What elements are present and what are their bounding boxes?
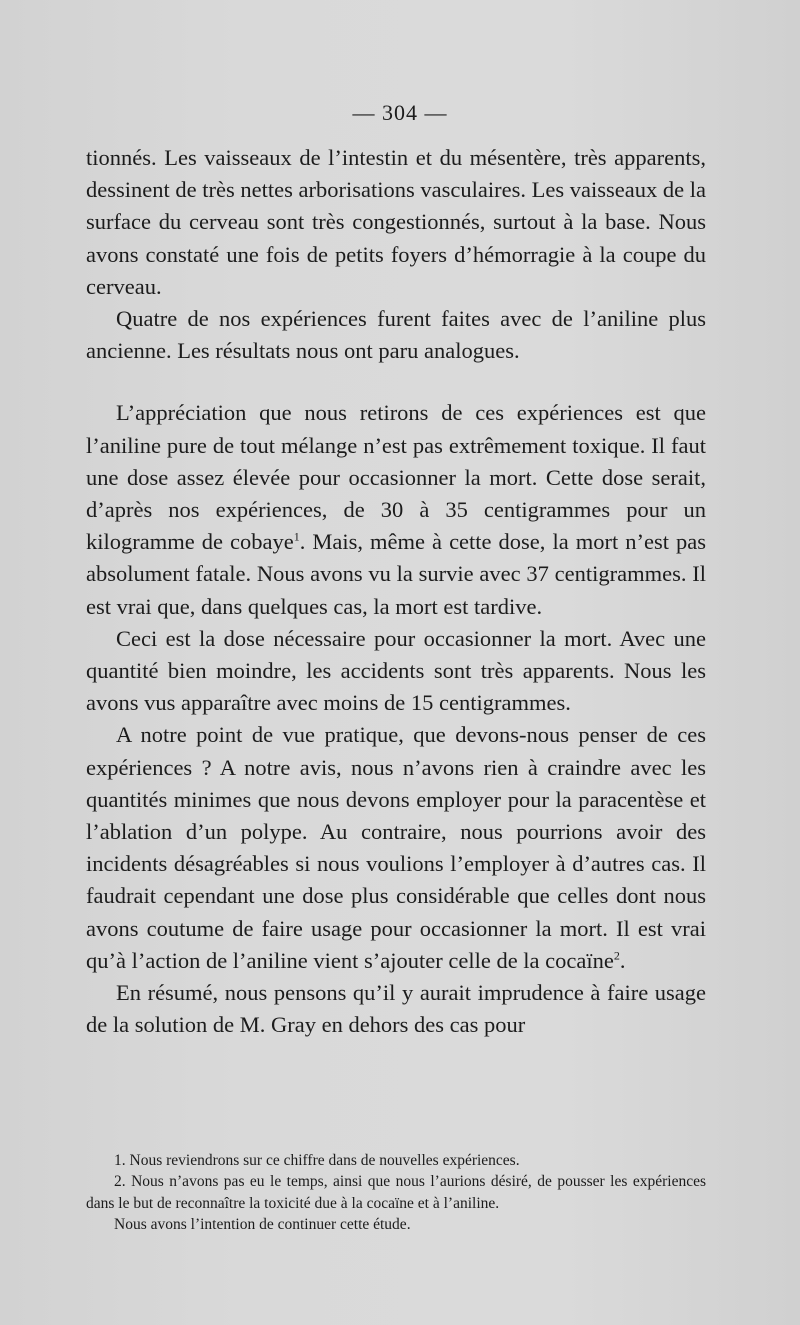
- page-number: — 304 —: [352, 100, 448, 125]
- paragraph-2: Quatre de nos expériences furent faites avec de l’aniline plus ancienne. Les résultats nous ont paru analogues.: [86, 306, 706, 364]
- paragraph-3-cont: Mais, même à cette dose, la mort n’est pas absolument fatale. Nous avons vu la survie avec 37 centigrammes. Il est vrai que, dans quelques cas, la mort est tardive.: [86, 529, 706, 619]
- footnotes: [86, 1150, 706, 1236]
- footnote-ref-1: 1: [293, 529, 300, 544]
- paragraph-5: A notre point de vue pratique, que devons-nous penser de ces expériences ? A notre avis, nous n’avons rien à craindre avec les quantités minimes que nous devons employer pour la paracentèse et l’ablation d’un polype. Au contraire, nous pourrions avoir des incidents désagréables si nous voulions l’employer à d’autres cas. Il faudrait cependant une dose plus considérable que celles dont nous avons coutume de faire usage pour occasionner la mort. Il est vrai qu’à l’action de l’aniline vient s’ajouter celle de la cocaïne$^2$.: [86, 722, 706, 973]
- footnote-ref-2: 2: [613, 948, 620, 963]
- footnote-1: 1. Nous reviendrons sur ce chiffre dans de nouvelles expériences.: [114, 1152, 520, 1169]
- main-text: [86, 142, 706, 1041]
- paragraph-3: L’appréciation que nous retirons de ces expériences est que l’aniline pure de tout mélange n’est pas extrêmement toxique. Il faut une dose assez élevée pour occasionner la mort. Cette dose serait, d’après nos expériences, de 30 à 35 centigrammes pour un kilogramme de cobaye$^1$. Mais, même à cette dose, la mort n’est pas absolument fatale. Nous avons vu la survie avec 37 centigrammes. Il est vrai que, dans quelques cas, la mort est tardive.: [86, 400, 706, 619]
- footnote-2: 2. Nous n’avons pas eu le temps, ainsi que nous l’aurions désiré, de pousser les expériences dans le but de reconnaître la toxicité due à la cocaïne et à l’aniline.: [86, 1173, 706, 1212]
- footnote-2-cont: Nous avons l’intention de continuer cette étude.: [114, 1216, 411, 1234]
- paragraph-3-text: L’appréciation que nous retirons de ces expériences est que l’aniline pure de tout mélange n’est pas extrêmement toxique. Il faut une dose assez élevée pour occasionner la mort. Cette dose serait, d’après nos expériences, de 30 à 35 centigrammes pour un kilogramme de cobaye: [86, 400, 706, 555]
- paragraph-5-text: A notre point de vue pratique, que devons-nous penser de ces expériences ? A notre avis, nous n’avons rien à craindre avec les quantités minimes que nous devons employer pour la paracentèse et l’ablation d’un polype. Au contraire, nous pourrions avoir des incidents désagréables si nous voulions l’employer à d’autres cas. Il faudrait cependant une dose plus considérable que celles dont nous avons coutume de faire usage pour occasionner la mort. Il est vrai qu’à l’action de l’aniline vient s’ajouter celle de la cocaïne: [86, 722, 706, 973]
- paragraph-4: Ceci est la dose nécessaire pour occasionner la mort. Avec une quantité bien moindre, les accidents sont très apparents. Nous les avons vus apparaître avec moins de 15 centigrammes.: [86, 625, 706, 716]
- paragraph-6: En résumé, nous pensons qu’il y aurait imprudence à faire usage de la solution de M. Gray en dehors des cas pour: [86, 980, 706, 1038]
- paragraph-1: tionnés. Les vaisseaux de l’intestin et du mésentère, très apparents, dessinent de très nettes arborisations vasculaires. Les vaisseaux de la surface du cerveau sont très congestionnés, surtout à la base. Nous avons constaté une fois de petits foyers d’hémorragie à la coupe du cerveau.: [86, 145, 706, 299]
